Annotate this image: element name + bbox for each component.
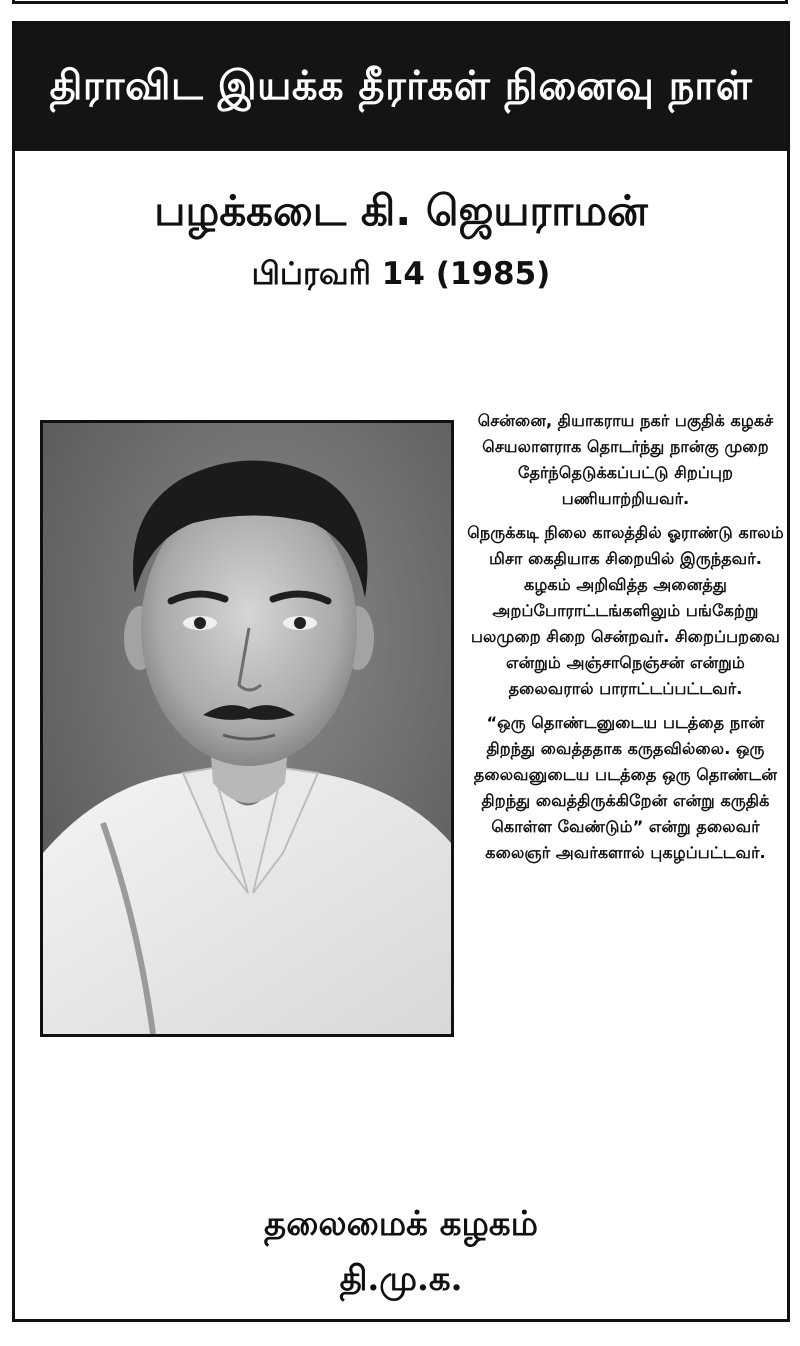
bio-paragraph-3: “ஒரு தொண்டனுடைய படத்தை நான் திறந்து வைத்ததாக கருதவில்லை. ஒரு தலைவனுடைய படத்தை ஒரு தொண்டன் திறந்து வைத்திருக்கிறேன் என்று கருதிக் கொள்ள வேண்டும்” என்று தலைவர் கலைஞர் அவர்களால் புகழப்பட்டவர். <box>473 713 778 862</box>
header-banner <box>15 24 787 151</box>
header-title: திராவிட இயக்க தீரர்கள் நினைவு நாள் <box>49 61 753 109</box>
footer-organization: தலைமைக் கழகம் <box>264 1204 538 1244</box>
top-border-strip <box>12 0 788 4</box>
portrait-photo <box>40 420 454 1037</box>
bio-paragraph-2: நெருக்கடி நிலை காலத்தில் ஓராண்டு காலம் மிசா கைதியாக சிறையில் இருந்தவர். கழகம் அறிவித்த அனைத்து அறப்போராட்டங்களிலும் பங்கேற்று பலமுறை சிறை சென்றவர். சிறைப்பறவை என்றும் அஞ்சாநெஞ்சன் என்றும் தலைவரால் பாராட்டப்பட்டவர். <box>467 523 784 698</box>
portrait-photo-icon <box>43 423 451 1034</box>
bio-paragraph-1: சென்னை, தியாகராய நகர் பகுதிக் கழகச் செயலாளராக தொடர்ந்து நான்கு முறை தேர்ந்தெடுக்கப்பட்டு சிறப்புற பணியாற்றியவர். <box>477 411 774 508</box>
memorial-date: பிப்ரவரி 14 (1985) <box>251 256 551 292</box>
memorial-notice <box>12 21 790 1322</box>
footer-party: தி.மு.க. <box>339 1259 463 1299</box>
biography <box>463 408 788 874</box>
person-name: பழக்கடை கி. ஜெயராமன் <box>154 186 648 235</box>
